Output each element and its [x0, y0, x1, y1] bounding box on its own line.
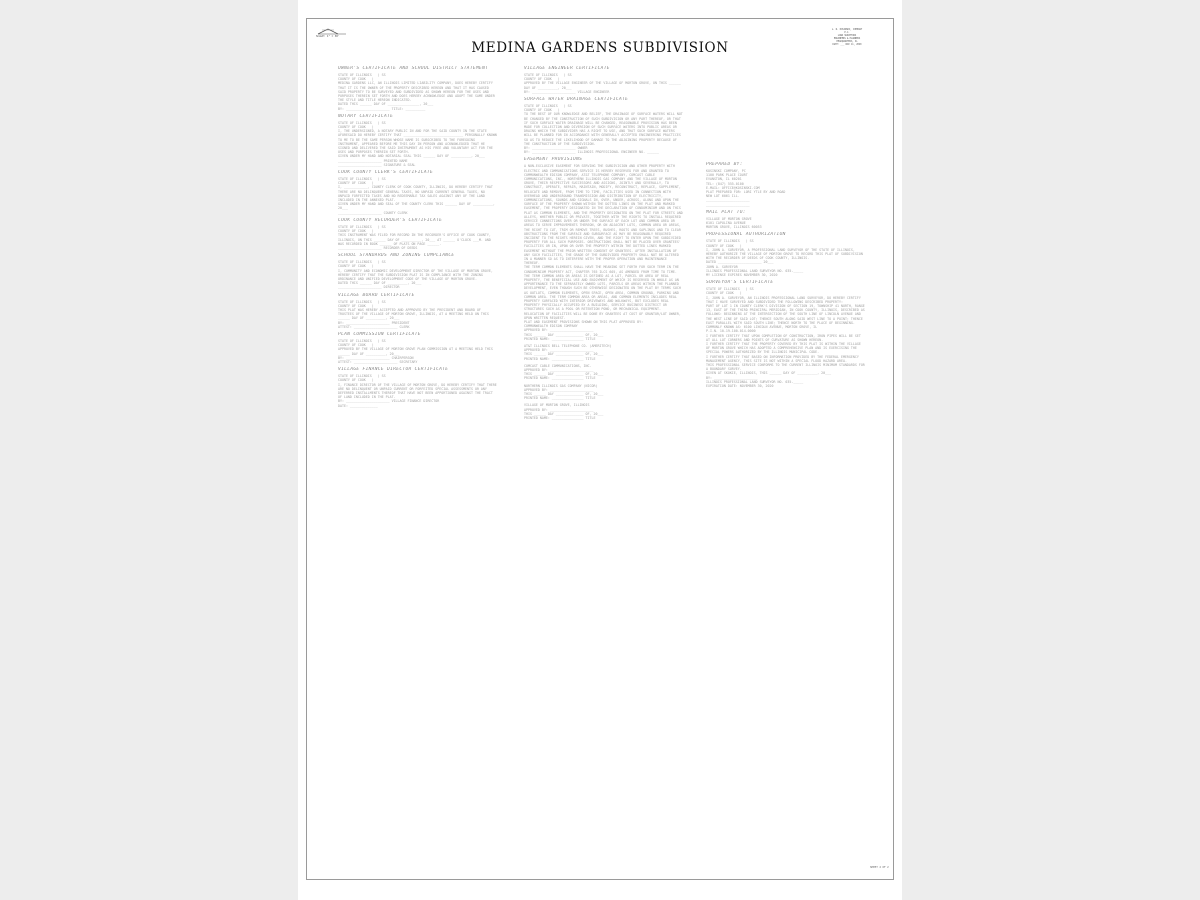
- section-heading: EASEMENT PROVISIONS: [524, 157, 583, 163]
- comcast-approval: [524, 364, 684, 381]
- professional-authorization: [706, 232, 866, 277]
- drainage-certificate: [524, 97, 684, 154]
- section-text: STATE OF ILLINOIS ) SS COUNTY OF COOK ) I, ____________, COUNTY CLERK OF COOK COUNTY, ILLINOIS, DO HEREBY CERTIFY THAT THERE ARE NO DELINQUENT GENERAL TAXES, NO UNPAID CURRENT GENERAL TAXES, NO UNPAID FORFEITED TAXES AND NO REDEEMABLE TAX SALES AGAINST ANY OF THE LAND INCLUDED IN THE ANNEXED PLAT. GIVEN UNDER MY HAND AND SEAL OF THE COUNTY CLERK THIS ______ DAY OF __________, 20___ ______________________ COUNTY CLERK: [338, 177, 495, 215]
- section-text: STATE OF ILLINOIS ) SS COUNTY OF COOK ) APPROVED BY THE VILLAGE OF MORTON GROVE PLAN COMMISSION AT A MEETING HELD THIS ______ DAY OF __________, 20___ BY: ______________________ CHAIRPERSON ATTEST: ______________________ SECRETARY: [338, 338, 493, 364]
- stamp-line: DATE: ___ NOV 11, 2020: [832, 43, 862, 46]
- section-text: STATE OF ILLINOIS ) SS COUNTY OF COOK ) MEDINA GARDENS LLC, AN ILLINOIS LIMITED LIABILITY COMPANY, DOES HEREBY CERTIFY THAT IT IS THE OWNER OF THE PROPERTY DESCRIBED HEREON AND THAT IT HAS CAUSED SAID PROPERTY TO BE SURVEYED AND SUBDIVIDED AS SHOWN HEREON FOR THE USES AND PURPOSES THEREIN SET FORTH AND DOES HEREBY ACKNOWLEDGE AND ADOPT THE SAME UNDER THE STYLE AND TITLE HEREON INDICATED. DATED THIS ______ DAY OF ________________, 20___ BY: ______________________ TITLE: __________: [338, 73, 495, 111]
- section-text: STATE OF ILLINOIS ) SS COUNTY OF COOK ) APPROVED BY THE VILLAGE ENGINEER OF THE VILLAGE OF MORTON GROVE, ON THIS ______ DAY OF __________, 20___ BY: ______________________ VILLAGE ENGINEER: [524, 73, 681, 94]
- section-text: STATE OF ILLINOIS ) SS COUNTY OF COOK ) I, FINANCE DIRECTOR OF THE VILLAGE OF MORTON GROVE, DO HEREBY CERTIFY THAT THERE ARE NO DELINQUENT OR UNPAID CURRENT OR FORFEITED SPECIAL ASSESSMENTS OR ANY DEFERRED INSTALLMENTS THEREOF THAT HAVE NOT BEEN APPORTIONED AGAINST THE TRACT OF LAND INCLUDED IN THE PLAT. BY: ______________________ VILLAGE FINANCE DIRECTOR DATE: ______________: [338, 374, 497, 408]
- village-approval: [524, 403, 684, 420]
- section-text: KOSINSKI COMPANY, PC 1100 PARK PLACE COURT EVANSTON, IL 60201 TEL: (847) 555-0100 E-MAIL: OFFICE@KOSINSKI.COM PLAT PREPARED FOR: LORI YTLE BY AND ROAD NEW LOT 6061 ILL. ______________________ ______________________: [706, 169, 786, 207]
- section-text: STATE OF ILLINOIS ) SS COUNTY OF COOK ) THIS PLAT WAS HEREBY ACCEPTED AND APPROVED BY THE PRESIDENT AND BOARD OF TRUSTEES OF THE VILLAGE OF MORTON GROVE, ILLINOIS, AT A MEETING HELD ON THIS ______ DAY OF __________, 20___ BY: ______________________ PRESIDENT ATTEST: ______________________ CLERK: [338, 299, 489, 329]
- sheet-number: SHEET 2 OF 2: [870, 866, 889, 869]
- mail-plat-to: [706, 210, 866, 230]
- section-heading: MAIL PLAT TO:: [706, 209, 746, 215]
- notary-certificate: [338, 114, 498, 167]
- section-heading: OWNER'S CERTIFICATE AND SCHOOL DISTRICT STATEMENT: [338, 66, 489, 71]
- section-heading: SURFACE WATER DRAINAGE CERTIFICATE: [524, 97, 629, 103]
- owner-certificate: [338, 66, 498, 111]
- stamp-line: ENGINEERS & PLANNERS: [833, 37, 861, 40]
- section-heading: PREPARED BY:: [706, 162, 743, 167]
- easement-provisions: [524, 157, 684, 341]
- page-title: MEDINA GARDENS SUBDIVISION: [471, 40, 729, 56]
- surveyor-stamp: [812, 28, 882, 68]
- village-board-certificate: [338, 293, 498, 329]
- section-heading: VILLAGE ENGINEER CERTIFICATE: [524, 66, 610, 71]
- section-heading: SURVEYOR'S CERTIFICATE: [706, 280, 774, 286]
- section-text: STATE OF ILLINOIS ) SS COUNTY OF COOK ) I, COMMUNITY AND ECONOMIC DEVELOPMENT DIRECTOR OF THE VILLAGE OF MORTON GROVE, HEREBY CERTIFY THAT THE SUBDIVISION PLAT IS IN COMPLIANCE WITH THE ZONING ORDINANCE AND UNIFIED DEVELOPMENT CODE OF THE VILLAGE OF MORTON GROVE. DATED THIS ______ DAY OF __________, 20___ ______________________ DIRECTOR: [338, 260, 493, 290]
- certificates-column-left: [338, 64, 498, 411]
- stamp-line: L. R. KOSINSKI, COMPANY: [831, 28, 863, 31]
- certificates-column-right: [706, 160, 866, 391]
- village-engineer-certificate: [524, 66, 684, 94]
- section-text: VILLAGE OF MORTON GROVE, ILLINOIS APPROVED BY: ______________________ THIS ______ DAY ______________ OF, 20___ PRINTED NAME: ________________ TITLE: [524, 403, 604, 421]
- section-text: STATE OF ILLINOIS ) SS COUNTY OF COOK ) I, THE UNDERSIGNED, A NOTARY PUBLIC IN AND FOR THE SAID COUNTY IN THE STATE AFORESAID DO HEREBY CERTIFY THAT ______________________________ PERSONALLY KNOWN TO ME TO BE THE SAME PERSON WHOSE NAME IS SUBSCRIBED TO THE FOREGOING INSTRUMENT, APPEARED BEFORE ME THIS DAY IN PERSON AND ACKNOWLEDGED THAT HE SIGNED AND DELIVERED THE SAID INSTRUMENT AS HIS FREE AND VOLUNTARY ACT FOR THE USES AND PURPOSES THEREIN SET FORTH. GIVEN UNDER MY HAND AND NOTARIAL SEAL THIS ______ DAY OF __________, 20___ ______________________ PRINTED NAME ______________________ SIGNATURE & SEAL: [338, 120, 497, 167]
- section-text: STATE OF ILLINOIS ) SS COUNTY OF COOK ) THIS INSTRUMENT WAS FILED FOR RECORD IN THE RECORDER'S OFFICE OF COOK COUNTY, ILLINOIS, ON THIS ______ DAY OF __________, 20___ AT ______ O'CLOCK ___M. AND WAS RECORDED IN BOOK ______ OF PLATS ON PAGE ______. ______________________ RECORDER OF DEEDS: [338, 224, 491, 250]
- section-heading: SCHOOL STANDARDS AND ZONING COMPLIANCE: [338, 253, 455, 259]
- county-clerk-certificate: [338, 170, 498, 215]
- section-heading: COOK COUNTY CLERK'S CERTIFICATE: [338, 170, 434, 176]
- plan-commission-certificate: [338, 332, 498, 364]
- stamp-line: HEADQUARTERS, IL: [836, 40, 858, 43]
- section-heading: NOTARY CERTIFICATE: [338, 113, 394, 119]
- section-text: AT&T ILLINOIS BELL TELEPHONE CO. (AMERITECH) APPROVED BY: ______________________ THIS ______ DAY ______________ OF, 20___ PRINTED NAME: ________________ TITLE: [524, 343, 612, 361]
- nicor-approval: [524, 384, 684, 401]
- section-text: COMCAST CABLE COMMUNICATIONS, INC. APPROVED BY: ______________________ THIS ______ DAY ______________ OF, 20___ PRINTED NAME: ________________ TITLE: [524, 363, 604, 381]
- att-approval: [524, 344, 684, 361]
- section-text: NORTHERN ILLINOIS GAS COMPANY (NICOR) APPROVED BY: ______________________ THIS ______ DAY ______________ OF, 20___ PRINTED NAME: ________________ TITLE: [524, 383, 604, 401]
- section-text: A NON-EXCLUSIVE EASEMENT FOR SERVING THE SUBDIVISION AND OTHER PROPERTY WITH ELECTRIC AND COMMUNICATIONS SERVICE IS HEREBY RESERVED FOR AND GRANTED TO COMMONWEALTH EDISON COMPANY, AT&T TELEPHONE COMPANY, COMCAST CABLE COMMUNICATIONS, INC., NORTHERN ILLINOIS GAS COMPANY AND THE VILLAGE OF MORTON GROVE, THEIR RESPECTIVE SUCCESSORS AND ASSIGNS, JOINTLY AND SEVERALLY, TO CONSTRUCT, OPERATE, REPAIR, MAINTAIN, MODIFY, RECONSTRUCT, REPLACE, SUPPLEMENT, RELOCATE AND REMOVE, FROM TIME TO TIME, FACILITIES USED IN CONNECTION WITH OVERHEAD AND UNDERGROUND TRANSMISSION AND DISTRIBUTION OF ELECTRICITY, COMMUNICATIONS, SOUNDS AND SIGNALS IN, OVER, UNDER, ACROSS, ALONG AND UPON THE SURFACE OF THE PROPERTY SHOWN WITHIN THE DOTTED LINES ON THE PLAT AND MARKED EASEMENT, THE PROPERTY DESIGNATED IN THE DECLARATION OF CONDOMINIUM AND ON THIS PLAT AS COMMON ELEMENTS, AND THE PROPERTY DESIGNATED ON THE PLAT FOR STREETS AND ALLEYS, WHETHER PUBLIC OR PRIVATE, TOGETHER WITH THE RIGHTS TO INSTALL REQUIRED SERVICE CONNECTIONS OVER OR UNDER THE SURFACE OF EACH LOT AND COMMON AREA OR AREAS TO SERVE IMPROVEMENTS THEREON, OR ON ADJACENT LOTS, COMMON AREA OR AREAS, THE RIGHT TO CUT, TRIM OR REMOVE TREES, BUSHES, ROOTS AND SAPLINGS AND TO CLEAR OBSTRUCTIONS FROM THE SURFACE AND SUBSURFACE AS MAY BE REASONABLY REQUIRED INCIDENT TO THE RIGHTS HEREIN GIVEN, AND THE RIGHT TO ENTER UPON THE SUBDIVIDED PROPERTY FOR ALL SUCH PURPOSES. OBSTRUCTIONS SHALL NOT BE PLACED OVER GRANTEES' FACILITIES OR IN, UPON OR OVER THE PROPERTY WITHIN THE DOTTED LINES MARKED EASEMENT WITHOUT THE PRIOR WRITTEN CONSENT OF GRANTEES. AFTER INSTALLATION OF ANY SUCH FACILITIES, THE GRADE OF THE SUBDIVIDED PROPERTY SHALL NOT BE ALTERED IN A MANNER SO AS TO INTERFERE WITH THE PROPER OPERATION AND MAINTENANCE THEREOF. THE TERM COMMON ELEMENTS SHALL HAVE THE MEANING SET FORTH FOR SUCH TERM IN THE CONDOMINIUM PROPERTY ACT, CHAPTER 765 ILCS 605, AS AMENDED FROM TIME TO TIME. THE TERM COMMON AREA OR AREAS IS DEFINED AS A LOT, PARCEL OR AREA OF REAL PROPERTY, THE BENEFICIAL USE AND ENJOYMENT OF WHICH IS RESERVED IN WHOLE AS AN APPURTENANCE TO THE SEPARATELY OWNED LOTS, PARCELS OR AREAS WITHIN THE PLANNED DEVELOPMENT, EVEN THOUGH SUCH BE OTHERWISE DESIGNATED ON THE PLAT BY TERMS SUCH AS OUTLOTS, COMMON ELEMENTS, OPEN SPACE, OPEN AREA, COMMON GROUND, PARKING AND COMMON AREA. THE TERM COMMON AREA OR AREAS, AND COMMON ELEMENTS INCLUDES REAL PROPERTY SURFACED WITH INTERIOR DRIVEWAYS AND WALKWAYS, BUT EXCLUDES REAL PROPERTY PHYSICALLY OCCUPIED BY A BUILDING, SERVICE BUSINESS DISTRICT OR STRUCTURES SUCH AS A POOL OR RETENTION POND, OR MECHANICAL EQUIPMENT. RELOCATION OF FACILITIES WILL BE DONE BY GRANTEES AT COST OF GRANTOR/LOT OWNER, UPON WRITTEN REQUEST. PLAT AND EASEMENT PROVISIONS SHOWN ON THIS PLAT APPROVED BY: COMMONWEALTH EDISON COMPANY APPROVED BY: ______________________ THIS ______ DAY ______________ OF, 20___ PRINTED NAME: ________________ TITLE: [524, 164, 683, 341]
- section-text: STATE OF ILLINOIS ) SS COUNTY OF COOK ) TO THE BEST OF OUR KNOWLEDGE AND BELIEF, THE DRAINAGE OF SURFACE WATERS WILL NOT BE CHANGED BY THE CONSTRUCTION OF SUCH SUBDIVISION OR ANY PART THEREOF, OR THAT IF SUCH SURFACE WATER DRAINAGE WILL BE CHANGED, REASONABLE PROVISION HAS BEEN MADE FOR COLLECTION AND DIVERSION OF SUCH SURFACE WATERS INTO PUBLIC AREAS OR DRAINS WHICH THE SUBDIVIDER HAS A RIGHT TO USE, AND THAT SUCH SURFACE WATERS WILL BE PLANNED FOR IN ACCORDANCE WITH GENERALLY ACCEPTED ENGINEERING PRACTICES SO AS TO REDUCE THE LIKELIHOOD OF DAMAGE TO THE ADJOINING PROPERTY BECAUSE OF THE CONSTRUCTION OF THE SUBDIVISION. BY: ______________________ OWNER BY: ______________________ ILLINOIS PROFESSIONAL ENGINEER NO. ______: [524, 104, 683, 155]
- certificates-column-middle: [524, 64, 684, 423]
- section-heading: PROFESSIONAL AUTHORIZATION: [706, 232, 786, 238]
- zoning-compliance-certificate: [338, 253, 498, 289]
- stamp-line: LAND SURVEYORS: [837, 34, 857, 37]
- section-text: VILLAGE OF MORTON GROVE 6101 CAPULINA AVENUE MORTON GROVE, ILLINOIS 60053: [706, 216, 762, 230]
- section-heading: PLAN COMMISSION CERTIFICATE: [338, 331, 421, 337]
- section-heading: VILLAGE BOARD CERTIFICATE: [338, 292, 415, 298]
- finance-director-certificate: [338, 367, 498, 408]
- prepared-by: [706, 162, 866, 207]
- scale-text: SCALE: 1" = 30': [316, 35, 340, 38]
- section-text: STATE OF ILLINOIS ) SS COUNTY OF COOK ) I, JOHN A. SURVEYOR, AN ILLINOIS PROFESSIONAL LAND SURVEYOR, DO HEREBY CERTIFY THAT I HAVE SURVEYED AND SUBDIVIDED THE FOLLOWING DESCRIBED PROPERTY: PART OF LOT 1 IN COUNTY CLERK'S DIVISION OF SECTION 19, TOWNSHIP 41 NORTH, RANGE 13, EAST OF THE THIRD PRINCIPAL MERIDIAN, IN COOK COUNTY, ILLINOIS, DESCRIBED AS FOLLOWS: BEGINNING AT THE INTERSECTION OF THE SOUTH LINE OF LINCOLN AVENUE AND THE WEST LINE OF SAID LOT; THENCE SOUTH ALONG SAID WEST LINE TO A POINT; THENCE EAST PARALLEL WITH SAID SOUTH LINE; THENCE NORTH TO THE PLACE OF BEGINNING. COMMONLY KNOWN AS: 6100 LINCOLN AVENUE, MORTON GROVE, IL P.I.N. 10-19-100-014-0000 I FURTHER CERTIFY THAT UPON COMPLETION OF CONSTRUCTION, IRON PIPES WILL BE SET AT ALL LOT CORNERS AND POINTS OF CURVATURE AS SHOWN HEREON. I FURTHER CERTIFY THAT THE PROPERTY COVERED BY THIS PLAT IS WITHIN THE VILLAGE OF MORTON GROVE WHICH HAS ADOPTED A COMPREHENSIVE PLAN AND IS EXERCISING THE SPECIAL POWERS AUTHORIZED BY THE ILLINOIS MUNICIPAL CODE. I FURTHER CERTIFY THAT BASED ON INFORMATION PROVIDED BY THE FEDERAL EMERGENCY MANAGEMENT AGENCY, THIS SITE IS NOT WITHIN A SPECIAL FLOOD HAZARD AREA. THIS PROFESSIONAL SERVICE CONFORMS TO THE CURRENT ILLINOIS MINIMUM STANDARDS FOR A BOUNDARY SURVEY. GIVEN AT SKOKIE, ILLINOIS, THIS ______ DAY OF __________, 20___ BY: ______________________ ILLINOIS PROFESSIONAL LAND SURVEYOR NO. 035-_____ EXPIRATION DATE: NOVEMBER 30, 2020: [706, 287, 865, 388]
- county-recorder-certificate: [338, 218, 498, 250]
- surveyor-certificate: [706, 280, 866, 388]
- section-heading: COOK COUNTY RECORDER'S CERTIFICATE: [338, 217, 443, 223]
- stamp-line: P.C.: [844, 31, 850, 34]
- section-heading: VILLAGE FINANCE DIRECTOR CERTIFICATE: [338, 367, 449, 373]
- section-text: STATE OF ILLINOIS ) SS COUNTY OF COOK ) I, JOHN A. SURVEYOR, A PROFESSIONAL LAND SURVEYOR OF THE STATE OF ILLINOIS, HEREBY AUTHORIZE THE VILLAGE OF MORTON GROVE TO RECORD THIS PLAT OF SUBDIVISION WITH THE RECORDER OF DEEDS OF COOK COUNTY, ILLINOIS. DATED ______________________ 20___ JOHN A. SURVEYOR ILLINOIS PROFESSIONAL LAND SURVEYOR NO. 035-_____ MY LICENSE EXPIRES NOVEMBER 30, 2020: [706, 239, 863, 278]
